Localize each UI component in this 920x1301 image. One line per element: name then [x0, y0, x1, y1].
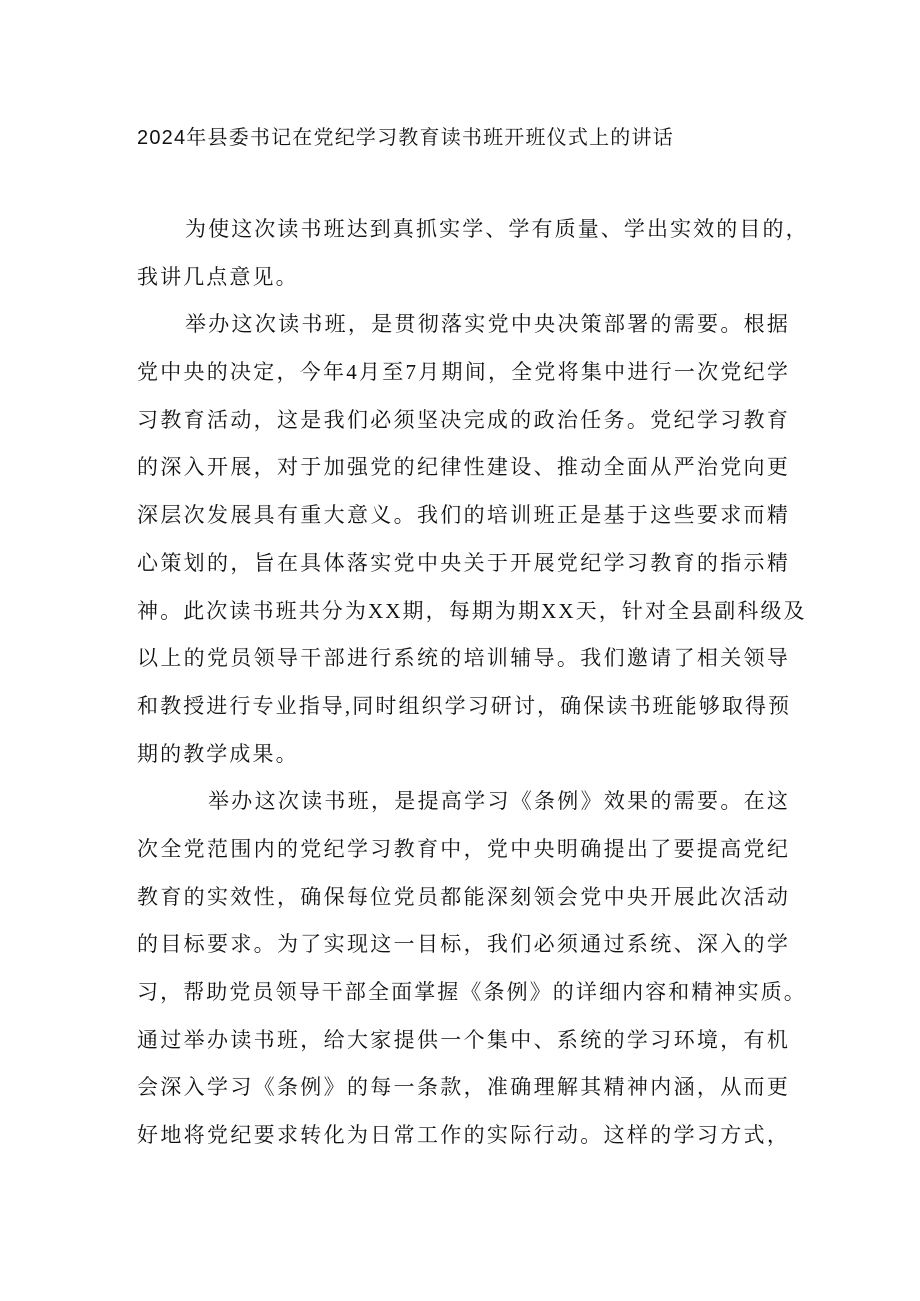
text-line: 以上的党员领导干部进行系统的培训辅导。我们邀请了相关领导 — [137, 646, 790, 671]
text-line: 会深入学习《条例》的每一条款，准确理解其精神内涵，从而更 — [137, 1075, 790, 1100]
text-line: 的深入开展，对于加强党的纪律性建设、推动全面从严治党向更 — [137, 455, 790, 480]
text-line: 次全党范围内的党纪学习教育中，党中央明确提出了要提高党纪 — [137, 836, 790, 861]
text-line: 好地将党纪要求转化为日常工作的实际行动。这样的学习方式， — [137, 1123, 790, 1148]
document-title: 2024年县委书记在党纪学习教育读书班开班仪式上的讲话 — [137, 127, 674, 149]
document-body — [137, 206, 809, 1160]
paragraph-decision-requirement — [137, 301, 807, 778]
text-line: 神。此次读书班共分为XX期，每期为期XX天，针对全县副科级及 — [137, 598, 807, 623]
text-line: 举办这次读书班，是贯彻落实党中央决策部署的需要。根据 — [185, 312, 790, 337]
paragraph-intro — [137, 206, 809, 301]
text-line: 习教育活动，这是我们必须坚决完成的政治任务。党纪学习教育 — [137, 407, 790, 432]
text-line: 的目标要求。为了实现这一目标，我们必须通过系统、深入的学 — [137, 932, 790, 957]
text-line: 党中央的决定，今年4月至7月期间，全党将集中进行一次党纪学 — [137, 360, 790, 385]
text-line: 期的教学成果。 — [137, 741, 299, 766]
text-line: 举办这次读书班，是提高学习《条例》效果的需要。在这 — [208, 789, 790, 814]
text-line: 习，帮助党员领导干部全面掌握《条例》的详细内容和精神实质。 — [137, 980, 807, 1004]
text-line: 教育的实效性，确保每位党员都能深刻领会党中央开展此次活动 — [137, 884, 790, 909]
text-line: 心策划的，旨在具体落实党中央关于开展党纪学习教育的指示精 — [137, 550, 790, 575]
text-line: 我讲几点意见。 — [137, 264, 299, 289]
text-line: 通过举办读书班，给大家提供一个集中、系统的学习环境，有机 — [137, 1027, 790, 1052]
paragraph-regulation-study — [137, 778, 807, 1160]
text-line: 为使这次读书班达到真抓实学、学有质量、学出实效的目的， — [185, 217, 809, 241]
text-line: 和教授进行专业指导,同时组织学习研讨，确保读书班能够取得预 — [137, 693, 792, 718]
text-line: 深层次发展具有重大意义。我们的培训班正是基于这些要求而精 — [137, 503, 790, 528]
